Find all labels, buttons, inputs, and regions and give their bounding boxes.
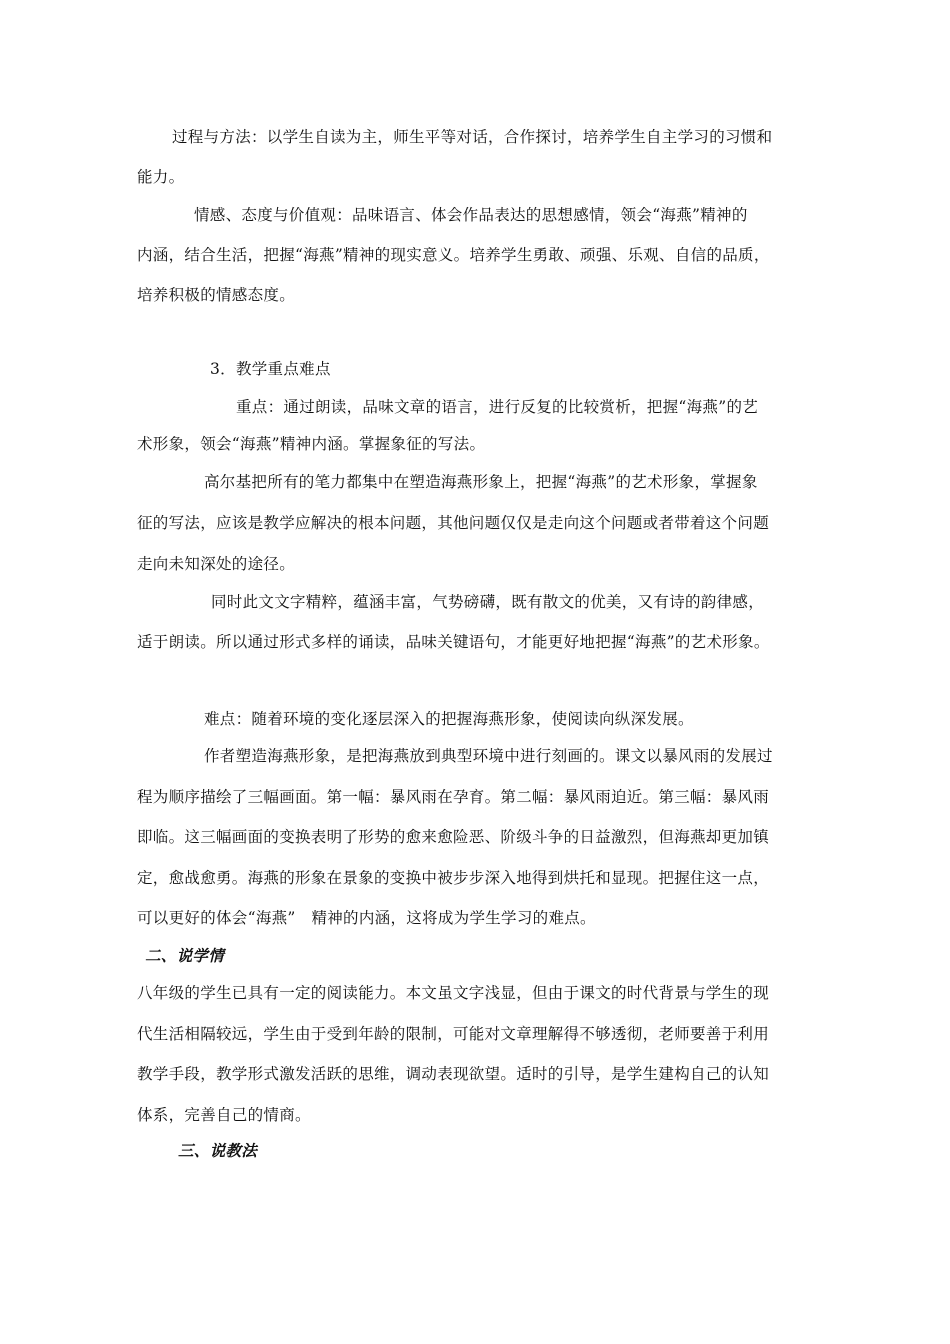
paragraph-line: 八年级的学生已具有一定的阅读能力。本文虽文字浅显，但由于课文的时代背景与学生的现 [137,984,770,1002]
paragraph-line: 培养积极的情感态度。 [137,286,296,304]
paragraph-line: 可以更好的体会“海燕” 精神的内涵，这将成为学生学习的难点。 [137,909,596,927]
paragraph-line: 作者塑造海燕形象，是把海燕放到典型环境中进行刻画的。课文以暴风雨的发展过 [204,747,773,765]
paragraph-line: 定，愈战愈勇。海燕的形象在景象的变换中被步步深入地得到烘托和显现。把握住这一点， [137,869,770,887]
paragraph-line: 过程与方法：以学生自读为主，师生平等对话，合作探讨，培养学生自主学习的习惯和 [172,128,773,146]
paragraph-line: 适于朗读。所以通过形式多样的诵读，品味关键语句，才能更好地把握“海燕”的艺术形象。 [137,633,770,651]
section-heading: 三、说教法 [178,1141,258,1160]
paragraph-line: 即临。这三幅画面的变换表明了形势的愈来愈险恶、阶级斗争的日益激烈，但海燕却更加镇 [137,828,770,846]
paragraph-line: 体系，完善自己的情商。 [137,1106,311,1124]
paragraph-line: 程为顺序描绘了三幅画面。第一幅：暴风雨在孕育。第二幅：暴风雨迫近。第三幅：暴风雨 [137,788,770,806]
paragraph-line: 内涵，结合生活，把握“海燕”精神的现实意义。培养学生勇敢、顽强、乐观、自信的品质， [137,246,770,264]
paragraph-line: 同时此文文字精粹，蕴涵丰富，气势磅礴，既有散文的优美，又有诗的韵律感， [211,593,765,611]
paragraph-line: 征的写法，应该是教学应解决的根本问题，其他问题仅仅是走向这个问题或者带着这个问题 [137,514,770,532]
paragraph-line: 代生活相隔较远，学生由于受到年龄的限制，可能对文章理解得不够透彻，老师要善于利用 [137,1025,770,1043]
paragraph-line: 走向未知深处的途径。 [137,555,296,573]
paragraph-line: 术形象，领会“海燕”精神内涵。掌握象征的写法。 [137,435,486,453]
section-heading: 二、说学情 [145,946,225,965]
paragraph-line: 高尔基把所有的笔力都集中在塑造海燕形象上，把握“海燕”的艺术形象，掌握象 [204,473,758,491]
subsection-title: 3．教学重点难点 [210,360,331,378]
paragraph-line: 能力。 [137,168,185,186]
paragraph-line: 情感、态度与价值观：品味语言、体会作品表达的思想感情，领会“海燕”精神的 [194,206,748,224]
paragraph-line: 重点：通过朗读，品味文章的语言，进行反复的比较赏析，把握“海燕”的艺 [236,398,759,416]
paragraph-line: 教学手段，教学形式激发活跃的思维，调动表现欲望。适时的引导，是学生建构自己的认知 [137,1065,770,1083]
paragraph-line: 难点：随着环境的变化逐层深入的把握海燕形象，使阅读向纵深发展。 [204,710,694,728]
